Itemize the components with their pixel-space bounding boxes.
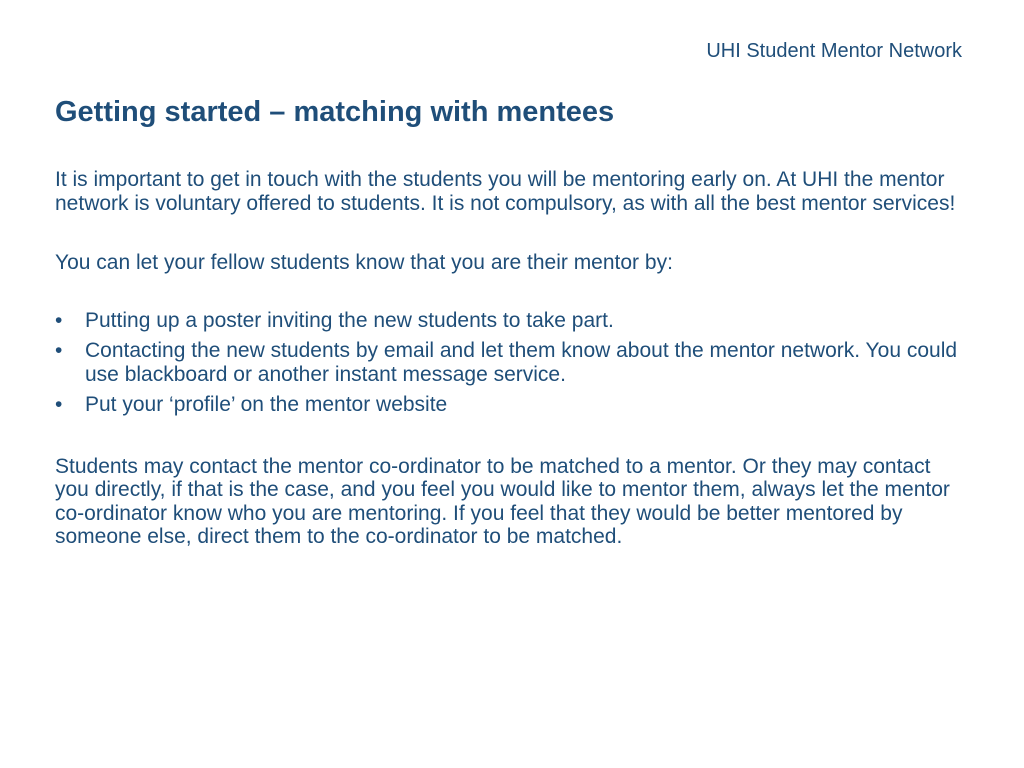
- slide-body: [55, 168, 965, 585]
- closing-paragraph: Students may contact the mentor co-ordinator to be matched to a mentor. Or they may contact you directly, if that is the case, and you feel you would like to mentor them, always let the mentor co-ordinator know who you are mentoring. If you feel that they would be better mentored by someone else, direct them to the co-ordinator to be matched.: [55, 454, 950, 548]
- bullet-item: • Put your ‘profile’ on the mentor website: [55, 393, 965, 417]
- bullet-item: • Putting up a poster inviting the new students to take part.: [55, 309, 965, 333]
- lead-in-paragraph: You can let your fellow students know that you are their mentor by:: [55, 251, 673, 274]
- slide-title: Getting started – matching with mentees: [55, 96, 615, 128]
- bullet-list: [55, 309, 965, 417]
- slide-header: UHI Student Mentor Network: [706, 40, 962, 62]
- intro-paragraph: It is important to get in touch with the students you will be mentoring early on. At UHI the mentor network is voluntary offered to students. It is not compulsory, as with all the best mentor services!: [55, 168, 956, 215]
- bullet-item: • Contacting the new students by email and let them know about the mentor network. You could use blackboard or another instant message service.: [55, 339, 965, 386]
